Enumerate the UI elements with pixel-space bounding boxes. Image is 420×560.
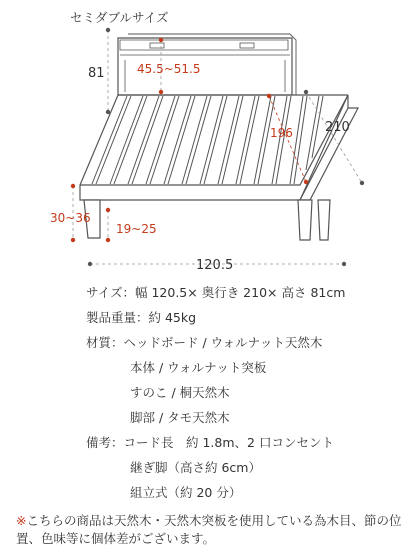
note-mark: ※ [16,513,27,528]
width-dimension: 120.5 [196,258,234,273]
spec-material-legs: 脚部 / タモ天然木 [130,410,230,425]
spec-remarks-extension-legs: 継ぎ脚（高さ約 6cm） [130,460,261,475]
leg-height-dimension: 19~25 [116,222,157,236]
disclaimer-note [16,512,408,548]
spec-weight: 製品重量：約 45kg [86,310,197,325]
spec-remarks-cord: 備考：コード長 約 1.8m、2 口コンセント [86,435,334,450]
headboard-dimension: 45.5~51.5 [137,62,201,76]
length-dimension: 210 [325,120,350,135]
frame-height-dimension: 30~36 [50,211,91,225]
spec-material-slats: すのこ / 桐天然木 [130,385,230,400]
inner-length-dimension: 196 [270,126,293,140]
product-size-title: セミダブルサイズ [70,10,169,25]
spec-size: サイズ：幅 120.5× 奥行き 210× 高さ 81cm [86,285,346,300]
spec-remarks-assembly: 組立式（約 20 分） [130,485,242,500]
note-text: こちらの商品は天然木・天然木突板を使用している為木目、節の位置、色味等に個体差がございます。 [16,513,402,546]
height-dimension: 81 [88,66,105,81]
spec-material-headboard: 材質：ヘッドボード / ウォルナット天然木 [86,335,323,350]
spec-material-body: 本体 / ウォルナット突板 [130,360,267,375]
